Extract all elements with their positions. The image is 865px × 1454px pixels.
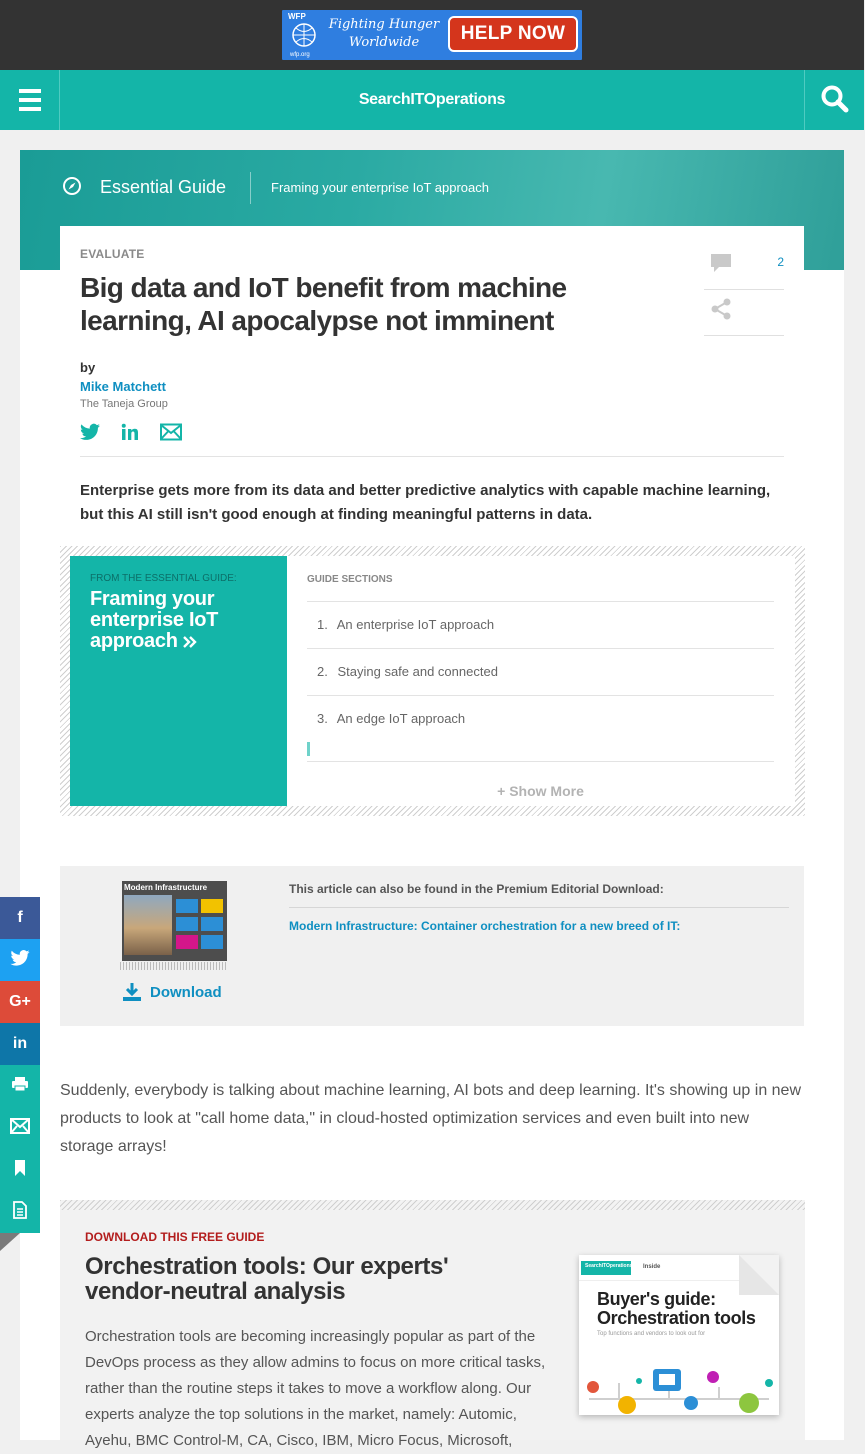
email-share-button[interactable]: [0, 1107, 40, 1149]
ad-tagline: [328, 16, 440, 52]
free-guide-title[interactable]: Orchestration tools: Our experts' vendor-neutral analysis: [85, 1253, 449, 1305]
envelope-icon: [10, 1118, 30, 1139]
article-title: Big data and IoT benefit from machine learning, AI apocalypse not imminent: [80, 272, 567, 336]
twitter-icon[interactable]: [80, 423, 100, 441]
guide-promo-panel[interactable]: [70, 556, 287, 806]
magazine-cover-photo: [124, 895, 172, 955]
guide-section-label: An edge IoT approach: [336, 711, 466, 726]
header-divider: [80, 456, 784, 457]
cover-block: [176, 935, 198, 949]
cover-block: [201, 899, 223, 913]
guide-section-number: 1.: [317, 617, 328, 632]
article-kicker[interactable]: EVALUATE: [80, 247, 145, 261]
email-icon[interactable]: [160, 423, 180, 441]
bookmark-button[interactable]: [0, 1149, 40, 1191]
cover-block: [176, 899, 198, 913]
guide-sections-list: [307, 601, 774, 742]
guide-section-label: Staying safe and connected: [337, 664, 498, 679]
double-chevron-right-icon: [183, 630, 197, 652]
guide-box-inner: [70, 556, 795, 806]
twitter-share-button[interactable]: [0, 939, 40, 981]
top-ad-bar: [0, 0, 864, 70]
author-organization: The Taneja Group: [80, 398, 168, 410]
premium-download-box: [60, 866, 804, 1026]
ad-url-label: wfp.org: [290, 52, 310, 58]
guide-promo-title[interactable]: [90, 589, 270, 652]
author-social-links: [80, 423, 180, 441]
comment-bubble-icon: [710, 252, 734, 274]
free-guide-cover[interactable]: [579, 1255, 779, 1415]
guide-section-item[interactable]: [307, 695, 774, 742]
guide-section-item[interactable]: [307, 601, 774, 648]
free-guide-kicker: DOWNLOAD THIS FREE GUIDE: [85, 1230, 265, 1244]
article-tools: [704, 244, 784, 336]
byline-prefix: by: [80, 360, 96, 375]
premium-issue-link[interactable]: Modern Infrastructure: Container orchestration for a new breed of IT:: [289, 919, 681, 933]
article-summary: Enterprise gets more from its data and better predictive analytics with capable machine learning, but this AI still isn't good enough at finding meaningful patterns in data.: [80, 482, 771, 523]
facebook-icon: f: [17, 909, 23, 926]
author-link[interactable]: Mike Matchett: [80, 379, 166, 394]
main-nav: [0, 70, 864, 130]
comment-count: 2: [777, 255, 784, 269]
guide-section-number: 3.: [317, 711, 328, 726]
premium-label: This article can also be found in the Premium Editorial Download:: [289, 882, 664, 896]
facebook-share-button[interactable]: [0, 897, 40, 939]
linkedin-icon[interactable]: [120, 423, 140, 441]
cover-inside-label: Inside: [643, 1264, 661, 1270]
guide-sections-heading: GUIDE SECTIONS: [307, 574, 393, 585]
guide-type-label: Essential Guide: [100, 177, 227, 197]
print-button[interactable]: [0, 1065, 40, 1107]
linkedin-icon: in: [12, 1035, 28, 1052]
comments-button[interactable]: [704, 244, 784, 290]
download-icon: [122, 982, 142, 1002]
magazine-title: Modern Infrastructure: [124, 883, 208, 892]
ad-tagline-line-2: Worldwide: [348, 35, 420, 50]
share-icon: [710, 298, 734, 320]
article-body-paragraph: Suddenly, everybody is talking about machine learning, AI bots and deep learning. It's showing up in new products to look at "call home data," in cloud-hosted optimization services and even built into new storage arrays!: [60, 1082, 802, 1155]
social-share-rail: [0, 897, 40, 1251]
cover-subtitle: Top functions and vendors to look out for: [597, 1331, 706, 1337]
free-guide-inner: [60, 1210, 805, 1449]
ad-org-label: WFP: [288, 12, 306, 21]
cover-page-curl: [739, 1255, 779, 1295]
magazine-shadow: [120, 962, 227, 970]
wfp-ad-banner[interactable]: [282, 10, 582, 60]
help-now-button[interactable]: HELP NOW: [448, 16, 578, 52]
free-guide-promo: [60, 1200, 805, 1449]
cover-title: Buyer's guide: Orchestration tools: [597, 1289, 756, 1328]
bookmark-icon: [14, 1159, 26, 1182]
guide-section-label: An enterprise IoT approach: [336, 617, 495, 632]
google-plus-icon: G+: [9, 993, 31, 1010]
cover-brand: SearchITOperations: [585, 1263, 633, 1269]
free-guide-description: Orchestration tools are becoming increasingly popular as part of the DevOps process as they allow admins to focus on more critical tasks, rather than the routine steps it takes to move a workflow along. Our experts analyze the top solutions in the market, namely: Automic, Ayehu, BMC Control-M, CA, Cisco, IBM, Micro Focus, Microsoft,: [85, 1328, 546, 1449]
guide-section-item[interactable]: [307, 648, 774, 695]
hero-divider: [250, 172, 251, 204]
document-icon: [13, 1201, 27, 1224]
guide-from-label: FROM THE ESSENTIAL GUIDE:: [90, 573, 237, 584]
cover-brand-badge: [581, 1261, 631, 1275]
document-button[interactable]: [0, 1191, 40, 1233]
guide-promo-title-text: Framing your enterprise IoT approach: [90, 588, 219, 652]
essential-guide-box: [60, 546, 805, 816]
linkedin-share-button[interactable]: [0, 1023, 40, 1065]
ad-tagline-line-1: Fighting Hunger: [328, 17, 440, 32]
download-label: Download: [150, 983, 222, 1001]
premium-divider: [289, 907, 789, 908]
share-button[interactable]: [704, 290, 784, 336]
cover-block: [201, 917, 223, 931]
hamburger-menu-icon[interactable]: [0, 70, 60, 130]
guide-title-link[interactable]: Framing your enterprise IoT approach: [271, 180, 489, 195]
twitter-icon: [10, 950, 30, 971]
download-button[interactable]: [122, 982, 222, 1002]
google-plus-share-button[interactable]: [0, 981, 40, 1023]
cover-block: [201, 935, 223, 949]
compass-icon: [62, 176, 82, 196]
printer-icon: [11, 1076, 29, 1097]
magazine-cover-thumbnail[interactable]: [122, 881, 227, 961]
cover-block: [176, 917, 198, 931]
show-more-button[interactable]: + Show More: [497, 783, 584, 799]
search-icon[interactable]: [804, 70, 864, 130]
guide-section-number: 2.: [317, 664, 328, 679]
site-brand[interactable]: SearchITOperations: [358, 91, 506, 108]
guide-scroll-indicator: [307, 742, 774, 762]
cover-illustration: [579, 1363, 779, 1415]
rail-fold-corner: [0, 1233, 20, 1251]
